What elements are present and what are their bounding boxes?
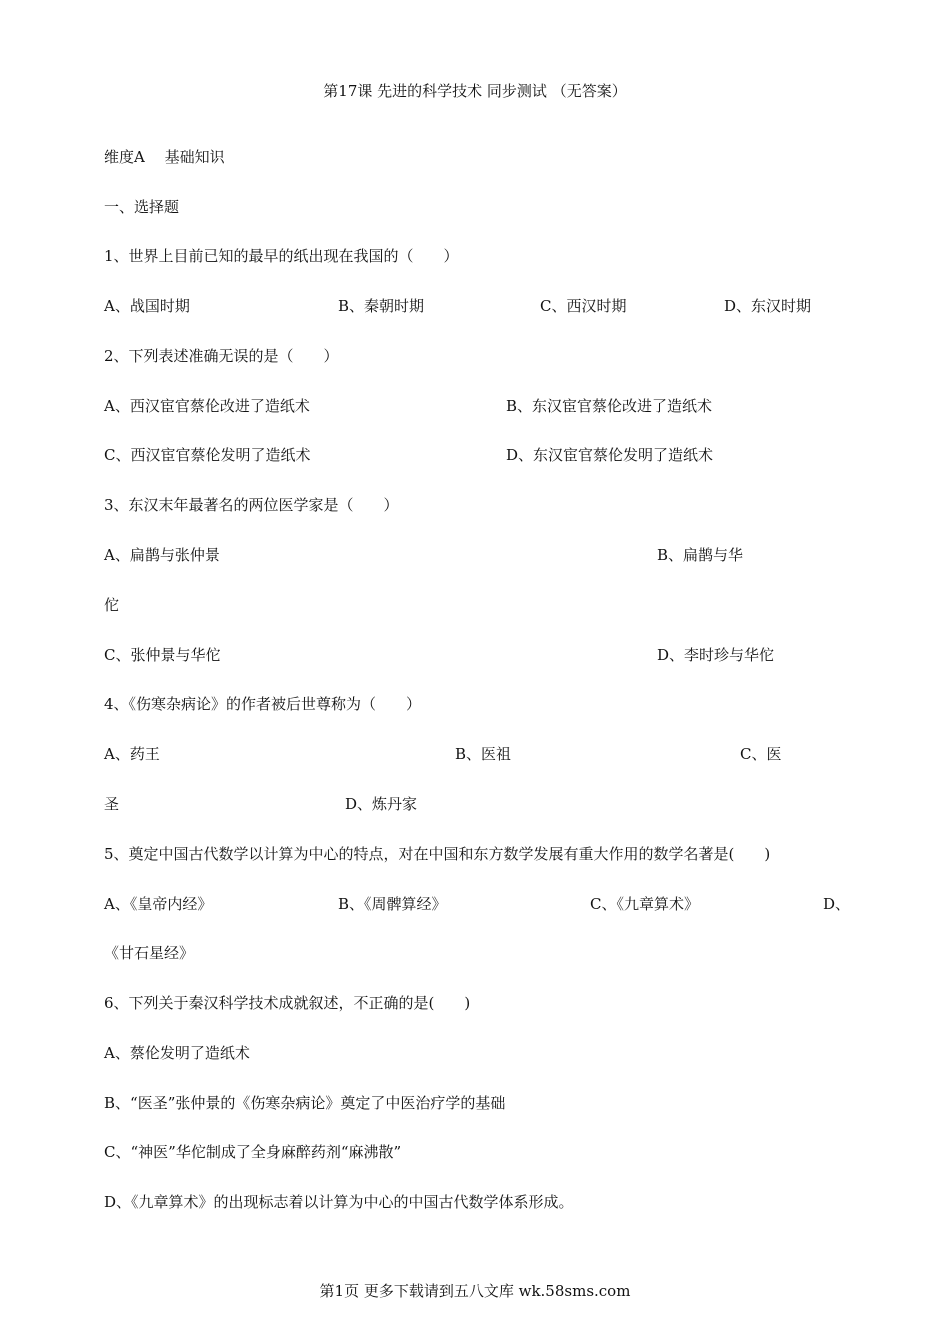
question-6-stem: 6、下列关于秦汉科学技术成就叙述，不正确的是( ): [104, 994, 471, 1012]
q3-option-b: B、扁鹊与华: [657, 546, 744, 564]
q6-option-c: C、“神医”华佗制成了全身麻醉药剂“麻沸散”: [104, 1143, 402, 1161]
q5-option-a: A、《皇帝内经》: [104, 895, 213, 913]
q4-option-c: C、医: [740, 745, 782, 763]
page-footer: 第1页 更多下载请到五八文库 wk.58sms.com: [319, 1282, 631, 1300]
question-5-stem: 5、奠定中国古代数学以计算为中心的特点，对在中国和东方数学发展有重大作用的数学名著是( ): [104, 845, 771, 863]
q6-option-a: A、蔡伦发明了造纸术: [104, 1044, 250, 1062]
q2-option-b: B、东汉宦官蔡伦改进了造纸术: [506, 397, 713, 415]
part-heading: 一、选择题: [104, 198, 180, 216]
q3-option-c: C、张仲景与华佗: [104, 646, 221, 664]
q1-option-c: C、西汉时期: [540, 297, 627, 315]
q3-option-d: D、李时珍与华佗: [657, 646, 775, 664]
q5-option-d: D、: [823, 895, 851, 913]
q2-option-a: A、西汉宦官蔡伦改进了造纸术: [104, 397, 310, 415]
q4-option-d: D、炼丹家: [345, 795, 418, 813]
page-title: 第17课 先进的科学技术 同步测试 （无答案）: [323, 82, 627, 100]
q5-option-d-continued: 《甘石星经》: [104, 944, 195, 962]
q6-option-b: B、“医圣”张仲景的《伤寒杂病论》奠定了中医治疗学的基础: [104, 1094, 506, 1112]
question-3-stem: 3、东汉末年最著名的两位医学家是（ ）: [104, 496, 399, 514]
q6-option-d: D、《九章算术》的出现标志着以计算为中心的中国古代数学体系形成。: [104, 1193, 574, 1211]
q1-option-a: A、战国时期: [104, 297, 190, 315]
q2-option-d: D、东汉宦官蔡伦发明了造纸术: [506, 446, 714, 464]
q1-option-b: B、秦朝时期: [338, 297, 425, 315]
q4-option-c-continued: 圣: [104, 795, 120, 813]
question-2-stem: 2、下列表述准确无误的是（ ）: [104, 347, 339, 365]
q3-option-b-continued: 佗: [104, 596, 120, 614]
question-4-stem: 4、《伤寒杂病论》的作者被后世尊称为（ ）: [104, 695, 422, 713]
q3-option-a: A、扁鹊与张仲景: [104, 546, 220, 564]
q1-option-d: D、东汉时期: [724, 297, 812, 315]
q4-option-b: B、医祖: [455, 745, 512, 763]
question-1-stem: 1、世界上目前已知的最早的纸出现在我国的（ ）: [104, 247, 459, 265]
q2-option-c: C、西汉宦官蔡伦发明了造纸术: [104, 446, 311, 464]
q5-option-c: C、《九章算术》: [590, 895, 699, 913]
q5-option-b: B、《周髀算经》: [338, 895, 447, 913]
section-heading: 维度A 基础知识: [104, 148, 225, 166]
q4-option-a: A、药王: [104, 745, 160, 763]
